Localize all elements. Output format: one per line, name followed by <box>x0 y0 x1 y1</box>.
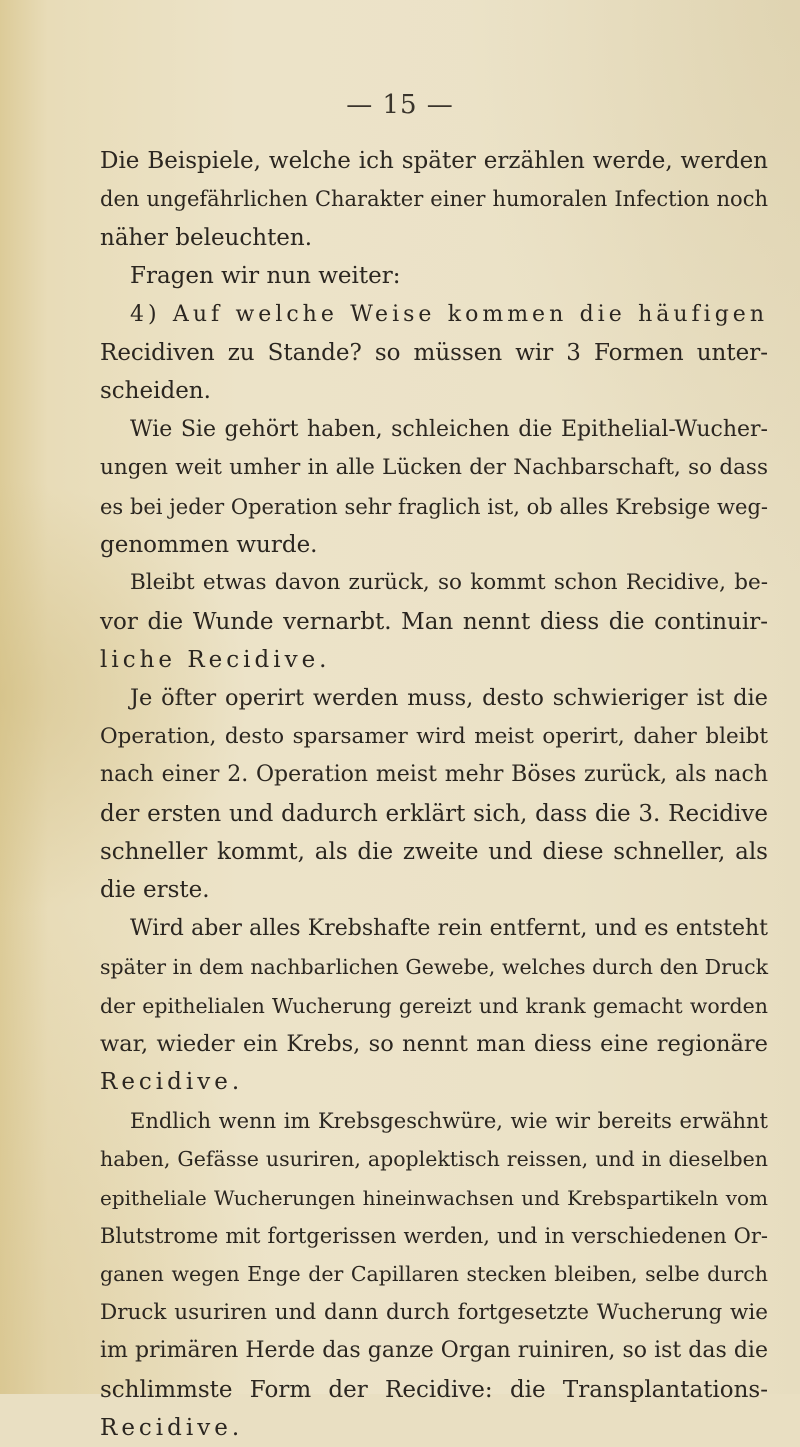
text-line: Recidive. <box>100 1414 244 1441</box>
text-line: Wird aber alles Krebshafte rein entfernt, und es entsteht <box>130 915 768 941</box>
text-line: nach einer 2. Operation meist mehr Böses zurück, als nach <box>100 762 768 788</box>
text-line: Die Beispiele, welche ich später erzählen werde, werden <box>100 148 768 174</box>
text-line: scheiden. <box>100 378 211 405</box>
text-line: haben, Gefässe usuriren, apoplektisch reissen, und in dieselben <box>100 1147 768 1172</box>
page-number: — 15 — <box>346 90 454 120</box>
text-line: die erste. <box>100 877 210 904</box>
text-line: den ungefährlichen Charakter einer humoralen Infection noch <box>100 187 768 212</box>
text-line: Recidive. <box>100 1069 244 1096</box>
text-line: vor die Wunde vernarbt. Man nennt diess die continuir- <box>100 608 768 635</box>
text-line: Wie Sie gehört haben, schleichen die Epithelial-Wucher- <box>130 416 768 442</box>
body-text <box>100 142 768 1447</box>
text-line: 4) Auf welche Weise kommen die häufigen <box>130 301 768 327</box>
text-line: später in dem nachbarlichen Gewebe, welches durch den Druck <box>100 955 768 980</box>
text-line: genommen wurde. <box>100 531 318 558</box>
text-line: Endlich wenn im Krebsgeschwüre, wie wir bereits erwähnt <box>130 1108 768 1133</box>
text-line: der ersten und dadurch erklärt sich, dass die 3. Recidive <box>100 800 768 827</box>
text-line: liche Recidive. <box>100 647 331 674</box>
text-line: im primären Herde das ganze Organ ruiniren, so ist das die <box>100 1338 768 1364</box>
text-line: epitheliale Wucherungen hineinwachsen und Krebspartikeln vom <box>100 1185 768 1210</box>
text-line: schlimmste Form der Recidive: die Transplantations- <box>100 1376 768 1403</box>
text-line: Operation, desto sparsamer wird meist operirt, daher bleibt <box>100 723 768 749</box>
text-line: Druck usuriren und dann durch fortgesetzte Wucherung wie <box>100 1299 768 1325</box>
text-line: der epithelialen Wucherung gereizt und krank gemacht worden <box>100 993 768 1018</box>
text-line: es bei jeder Operation sehr fraglich ist, ob alles Krebsige weg- <box>100 494 768 519</box>
text-line: Bleibt etwas davon zurück, so kommt schon Recidive, be- <box>130 570 768 596</box>
text-line: näher beleuchten. <box>100 224 313 251</box>
text-line: schneller kommt, als die zweite und diese schneller, als <box>100 839 768 866</box>
text-line: Blutstrome mit fortgerissen werden, und in verschiedenen Or- <box>100 1223 768 1248</box>
text-line: Fragen wir nun weiter: <box>130 263 401 290</box>
text-line: war, wieder ein Krebs, so nennt man diess eine regionäre <box>100 1030 768 1057</box>
text-line: ganen wegen Enge der Capillaren stecken bleiben, selbe durch <box>100 1262 768 1287</box>
text-line: Je öfter operirt werden muss, desto schwieriger ist die <box>130 685 768 712</box>
text-line: Recidiven zu Stande? so müssen wir 3 Formen unter- <box>100 339 768 366</box>
text-line: ungen weit umher in alle Lücken der Nachbarschaft, so dass <box>100 455 768 481</box>
